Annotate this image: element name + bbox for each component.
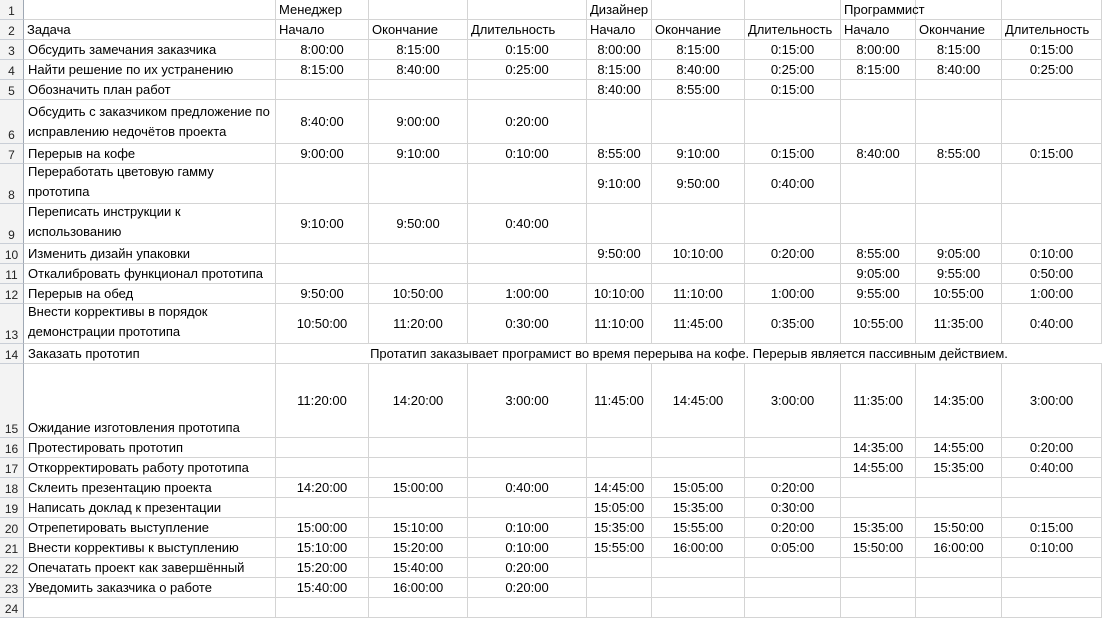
time-cell[interactable] (841, 598, 916, 618)
table-row (0, 478, 1102, 498)
time-cell[interactable]: 0:20:00 (468, 578, 587, 598)
time-cell[interactable]: 15:20:00 (276, 558, 369, 578)
table-row (0, 244, 1102, 264)
time-cell[interactable]: 8:15:00 (276, 60, 369, 80)
time-cell[interactable] (1002, 578, 1102, 598)
row-header[interactable]: 14 (0, 344, 24, 364)
time-cell[interactable]: 9:50:00 (587, 244, 652, 264)
time-cell[interactable] (1002, 80, 1102, 100)
time-cell[interactable] (276, 438, 369, 458)
time-cell[interactable] (587, 204, 652, 244)
time-cell[interactable] (652, 578, 745, 598)
time-cell[interactable]: 3:00:00 (468, 364, 587, 438)
time-cell[interactable]: 0:05:00 (745, 538, 841, 558)
task-cell[interactable]: Уведомить заказчика о работе (24, 578, 276, 598)
column-header-cell[interactable]: Окончание (652, 20, 745, 40)
task-cell[interactable]: Склеить презентацию проекта (24, 478, 276, 498)
row-header[interactable]: 6 (0, 100, 24, 144)
time-cell[interactable] (652, 598, 745, 618)
task-cell[interactable]: Ожидание изготовления прототипа (24, 364, 276, 438)
time-cell[interactable] (1002, 204, 1102, 244)
task-cell[interactable]: Опечатать проект как завершённый (24, 558, 276, 578)
time-cell[interactable] (745, 558, 841, 578)
time-cell[interactable] (369, 264, 468, 284)
task-cell[interactable]: Отрепетировать выступление (24, 518, 276, 538)
time-cell[interactable]: 15:35:00 (916, 458, 1002, 478)
time-cell[interactable] (916, 558, 1002, 578)
time-cell[interactable]: 9:55:00 (841, 284, 916, 304)
task-cell[interactable]: Изменить дизайн упаковки (24, 244, 276, 264)
time-cell[interactable]: 0:20:00 (745, 518, 841, 538)
time-cell[interactable]: 0:30:00 (745, 498, 841, 518)
row-header[interactable]: 7 (0, 144, 24, 164)
time-cell[interactable] (468, 80, 587, 100)
time-cell[interactable]: 8:40:00 (587, 80, 652, 100)
time-cell[interactable]: 8:40:00 (652, 60, 745, 80)
time-cell[interactable]: 0:10:00 (468, 518, 587, 538)
cell[interactable] (1002, 0, 1102, 20)
time-cell[interactable] (369, 164, 468, 204)
time-cell[interactable]: 15:50:00 (841, 538, 916, 558)
table-row (0, 60, 1102, 80)
time-cell[interactable] (587, 264, 652, 284)
time-cell[interactable]: 15:55:00 (652, 518, 745, 538)
time-cell[interactable]: 0:40:00 (1002, 458, 1102, 478)
role-header-cell[interactable]: Программист (841, 0, 916, 20)
row-header[interactable]: 9 (0, 204, 24, 244)
time-cell[interactable]: 14:45:00 (587, 478, 652, 498)
time-cell[interactable] (468, 264, 587, 284)
column-header-cell[interactable]: Начало (841, 20, 916, 40)
row-header[interactable]: 22 (0, 558, 24, 578)
time-cell[interactable]: 8:40:00 (841, 144, 916, 164)
time-cell[interactable] (652, 558, 745, 578)
time-cell[interactable] (916, 498, 1002, 518)
time-cell[interactable]: 9:05:00 (841, 264, 916, 284)
time-cell[interactable]: 15:40:00 (276, 578, 369, 598)
table-row (0, 538, 1102, 558)
time-cell[interactable] (841, 578, 916, 598)
table-row (0, 284, 1102, 304)
time-cell[interactable]: 11:35:00 (916, 304, 1002, 344)
row-header[interactable]: 10 (0, 244, 24, 264)
time-cell[interactable] (276, 598, 369, 618)
time-cell[interactable]: 0:50:00 (1002, 264, 1102, 284)
time-cell[interactable] (587, 458, 652, 478)
time-cell[interactable]: 14:55:00 (916, 438, 1002, 458)
header-row-columns (0, 20, 1102, 40)
time-cell[interactable]: 9:00:00 (369, 100, 468, 144)
time-cell[interactable] (276, 80, 369, 100)
task-cell[interactable]: Внести коррективы в порядок демонстрации прототипа (24, 304, 276, 344)
table-row (0, 558, 1102, 578)
time-cell[interactable] (369, 244, 468, 264)
time-cell[interactable]: 8:55:00 (587, 144, 652, 164)
task-cell[interactable]: Обсудить с заказчиком предложение по исправлению недочётов проекта (24, 100, 276, 144)
time-cell[interactable] (916, 578, 1002, 598)
time-cell[interactable] (652, 204, 745, 244)
time-cell[interactable]: 0:15:00 (745, 144, 841, 164)
table-row (0, 598, 1102, 618)
time-cell[interactable]: 11:10:00 (652, 284, 745, 304)
time-cell[interactable]: 9:00:00 (276, 144, 369, 164)
time-cell[interactable]: 11:20:00 (276, 364, 369, 438)
time-cell[interactable] (916, 80, 1002, 100)
time-cell[interactable]: 8:55:00 (841, 244, 916, 264)
time-cell[interactable] (745, 100, 841, 144)
row-header[interactable]: 23 (0, 578, 24, 598)
table-row (0, 578, 1102, 598)
time-cell[interactable]: 9:50:00 (652, 164, 745, 204)
task-cell[interactable]: Протестировать прототип (24, 438, 276, 458)
row-header[interactable]: 12 (0, 284, 24, 304)
time-cell[interactable] (369, 438, 468, 458)
task-cell[interactable]: Обозначить план работ (24, 80, 276, 100)
time-cell[interactable] (745, 598, 841, 618)
time-cell[interactable]: 9:50:00 (276, 284, 369, 304)
time-cell[interactable]: 0:25:00 (745, 60, 841, 80)
time-cell[interactable]: 0:15:00 (468, 40, 587, 60)
time-cell[interactable]: 9:10:00 (587, 164, 652, 204)
time-cell[interactable]: 0:15:00 (745, 40, 841, 60)
time-cell[interactable] (1002, 558, 1102, 578)
time-cell[interactable]: 0:40:00 (468, 478, 587, 498)
header-row-roles (0, 0, 1102, 20)
row-header[interactable]: 4 (0, 60, 24, 80)
time-cell[interactable] (841, 498, 916, 518)
time-cell[interactable]: 11:45:00 (652, 304, 745, 344)
column-header-cell[interactable]: Окончание (916, 20, 1002, 40)
task-cell[interactable]: Перерыв на обед (24, 284, 276, 304)
time-cell[interactable] (1002, 478, 1102, 498)
time-cell[interactable]: 3:00:00 (745, 364, 841, 438)
time-cell[interactable]: 10:55:00 (916, 284, 1002, 304)
table-row (0, 498, 1102, 518)
time-cell[interactable]: 11:45:00 (587, 364, 652, 438)
column-header-cell[interactable]: Длительность (1002, 20, 1102, 40)
time-cell[interactable]: 0:10:00 (468, 538, 587, 558)
time-cell[interactable]: 0:20:00 (745, 478, 841, 498)
time-cell[interactable]: 15:00:00 (369, 478, 468, 498)
task-cell[interactable]: Переписать инструкции к использованию (24, 204, 276, 244)
time-cell[interactable]: 0:40:00 (1002, 304, 1102, 344)
time-cell[interactable]: 0:25:00 (468, 60, 587, 80)
time-cell[interactable]: 1:00:00 (1002, 284, 1102, 304)
row-header[interactable]: 19 (0, 498, 24, 518)
time-cell[interactable]: 15:10:00 (276, 538, 369, 558)
time-cell[interactable]: 14:20:00 (369, 364, 468, 438)
row-header[interactable]: 18 (0, 478, 24, 498)
time-cell[interactable]: 14:55:00 (841, 458, 916, 478)
time-cell[interactable] (841, 558, 916, 578)
role-header-cell[interactable]: Дизайнер (587, 0, 652, 20)
time-cell[interactable]: 0:35:00 (745, 304, 841, 344)
time-cell[interactable] (276, 244, 369, 264)
time-cell[interactable]: 10:10:00 (652, 244, 745, 264)
time-cell[interactable]: 15:50:00 (916, 518, 1002, 538)
time-cell[interactable] (276, 458, 369, 478)
table-row (0, 304, 1102, 344)
time-cell[interactable] (841, 204, 916, 244)
time-cell[interactable]: 1:00:00 (745, 284, 841, 304)
time-cell[interactable]: 8:15:00 (916, 40, 1002, 60)
time-cell[interactable] (369, 498, 468, 518)
row-header[interactable]: 13 (0, 304, 24, 344)
time-cell[interactable] (745, 458, 841, 478)
time-cell[interactable]: 15:40:00 (369, 558, 468, 578)
time-cell[interactable] (916, 164, 1002, 204)
time-cell[interactable] (841, 478, 916, 498)
time-cell[interactable]: 16:00:00 (916, 538, 1002, 558)
time-cell[interactable]: 8:15:00 (841, 60, 916, 80)
column-header-cell[interactable]: Окончание (369, 20, 468, 40)
time-cell[interactable]: 8:55:00 (652, 80, 745, 100)
merged-note-cell[interactable]: Протатип заказывает програмист во время перерыва на кофе. Перерыв является пассивным действием. (276, 344, 1102, 364)
time-cell[interactable] (652, 458, 745, 478)
time-cell[interactable]: 15:00:00 (276, 518, 369, 538)
column-header-cell[interactable]: Задача (24, 20, 276, 40)
table-row (0, 344, 1102, 364)
time-cell[interactable] (468, 164, 587, 204)
time-cell[interactable]: 11:10:00 (587, 304, 652, 344)
cell[interactable] (369, 0, 468, 20)
time-cell[interactable] (468, 458, 587, 478)
time-cell[interactable] (1002, 164, 1102, 204)
table-row (0, 264, 1102, 284)
time-cell[interactable]: 3:00:00 (1002, 364, 1102, 438)
task-cell[interactable]: Заказать прототип (24, 344, 276, 364)
time-cell[interactable]: 8:15:00 (587, 60, 652, 80)
task-cell[interactable]: Обсудить замечания заказчика (24, 40, 276, 60)
task-cell[interactable]: Переработать цветовую гамму прототипа (24, 164, 276, 204)
time-cell[interactable]: 0:30:00 (468, 304, 587, 344)
time-cell[interactable]: 8:40:00 (369, 60, 468, 80)
time-cell[interactable] (468, 244, 587, 264)
time-cell[interactable]: 8:15:00 (652, 40, 745, 60)
time-cell[interactable] (1002, 498, 1102, 518)
row-header[interactable]: 20 (0, 518, 24, 538)
time-cell[interactable]: 9:10:00 (369, 144, 468, 164)
time-cell[interactable]: 1:00:00 (468, 284, 587, 304)
time-cell[interactable]: 14:35:00 (841, 438, 916, 458)
table-row (0, 144, 1102, 164)
time-cell[interactable] (369, 598, 468, 618)
table-row (0, 518, 1102, 538)
time-cell[interactable] (652, 264, 745, 284)
table-row (0, 80, 1102, 100)
time-cell[interactable]: 15:35:00 (841, 518, 916, 538)
time-cell[interactable] (841, 164, 916, 204)
role-header-cell[interactable]: Менеджер (276, 0, 369, 20)
table-row (0, 164, 1102, 204)
task-cell[interactable]: Найти решение по их устранению (24, 60, 276, 80)
time-cell[interactable]: 9:05:00 (916, 244, 1002, 264)
time-cell[interactable]: 15:55:00 (587, 538, 652, 558)
time-cell[interactable] (745, 578, 841, 598)
time-cell[interactable]: 11:20:00 (369, 304, 468, 344)
time-cell[interactable]: 14:45:00 (652, 364, 745, 438)
cell[interactable] (468, 0, 587, 20)
time-cell[interactable]: 9:10:00 (652, 144, 745, 164)
time-cell[interactable]: 0:10:00 (1002, 244, 1102, 264)
time-cell[interactable] (841, 80, 916, 100)
time-cell[interactable] (468, 598, 587, 618)
time-cell[interactable] (276, 164, 369, 204)
time-cell[interactable]: 0:10:00 (468, 144, 587, 164)
time-cell[interactable]: 8:40:00 (916, 60, 1002, 80)
time-cell[interactable] (1002, 598, 1102, 618)
table-row (0, 458, 1102, 478)
cell[interactable] (916, 0, 1002, 20)
time-cell[interactable]: 10:50:00 (276, 304, 369, 344)
column-header-cell[interactable]: Начало (587, 20, 652, 40)
time-cell[interactable] (652, 438, 745, 458)
time-cell[interactable] (369, 458, 468, 478)
time-cell[interactable] (276, 264, 369, 284)
time-cell[interactable]: 0:40:00 (468, 204, 587, 244)
task-cell[interactable]: Откалибровать функционал прототипа (24, 264, 276, 284)
time-cell[interactable]: 14:20:00 (276, 478, 369, 498)
cell[interactable] (652, 0, 745, 20)
table-row (0, 100, 1102, 144)
time-cell[interactable] (916, 204, 1002, 244)
row-header[interactable]: 16 (0, 438, 24, 458)
table-row (0, 364, 1102, 438)
time-cell[interactable] (587, 598, 652, 618)
time-cell[interactable]: 8:00:00 (841, 40, 916, 60)
time-cell[interactable]: 9:55:00 (916, 264, 1002, 284)
time-cell[interactable] (276, 498, 369, 518)
time-cell[interactable] (587, 438, 652, 458)
time-cell[interactable]: 8:40:00 (276, 100, 369, 144)
time-cell[interactable] (841, 100, 916, 144)
table-row (0, 204, 1102, 244)
time-cell[interactable]: 8:55:00 (916, 144, 1002, 164)
table-row (0, 40, 1102, 60)
time-cell[interactable] (745, 264, 841, 284)
cell[interactable] (745, 0, 841, 20)
time-cell[interactable]: 0:25:00 (1002, 60, 1102, 80)
time-cell[interactable]: 15:05:00 (652, 478, 745, 498)
time-cell[interactable]: 15:10:00 (369, 518, 468, 538)
time-cell[interactable] (652, 100, 745, 144)
time-cell[interactable] (369, 80, 468, 100)
time-cell[interactable]: 0:20:00 (468, 100, 587, 144)
task-cell[interactable]: Написать доклад к презентации (24, 498, 276, 518)
time-cell[interactable] (587, 578, 652, 598)
task-cell[interactable]: Внести коррективы к выступлению (24, 538, 276, 558)
time-cell[interactable] (745, 438, 841, 458)
row-header[interactable]: 17 (0, 458, 24, 478)
time-cell[interactable]: 10:55:00 (841, 304, 916, 344)
time-cell[interactable]: 15:05:00 (587, 498, 652, 518)
time-cell[interactable]: 14:35:00 (916, 364, 1002, 438)
time-cell[interactable] (468, 438, 587, 458)
time-cell[interactable]: 9:50:00 (369, 204, 468, 244)
row-header[interactable]: 5 (0, 80, 24, 100)
time-cell[interactable] (916, 478, 1002, 498)
row-header[interactable]: 1 (0, 0, 24, 20)
time-cell[interactable]: 0:15:00 (1002, 518, 1102, 538)
row-header[interactable]: 24 (0, 598, 24, 618)
row-header[interactable]: 21 (0, 538, 24, 558)
time-cell[interactable]: 8:00:00 (276, 40, 369, 60)
time-cell[interactable]: 15:35:00 (652, 498, 745, 518)
time-cell[interactable] (1002, 100, 1102, 144)
column-header-cell[interactable]: Длительность (468, 20, 587, 40)
time-cell[interactable]: 0:15:00 (1002, 144, 1102, 164)
time-cell[interactable]: 11:35:00 (841, 364, 916, 438)
time-cell[interactable] (587, 558, 652, 578)
time-cell[interactable] (916, 100, 1002, 144)
time-cell[interactable]: 9:10:00 (276, 204, 369, 244)
time-cell[interactable]: 0:10:00 (1002, 538, 1102, 558)
task-cell[interactable] (24, 598, 276, 618)
time-cell[interactable]: 0:20:00 (1002, 438, 1102, 458)
row-header[interactable]: 2 (0, 20, 24, 40)
task-cell[interactable]: Откорректировать работу прототипа (24, 458, 276, 478)
time-cell[interactable]: 0:15:00 (745, 80, 841, 100)
row-header[interactable]: 15 (0, 364, 24, 438)
table-row (0, 438, 1102, 458)
time-cell[interactable] (587, 100, 652, 144)
time-cell[interactable]: 10:50:00 (369, 284, 468, 304)
time-cell[interactable] (916, 598, 1002, 618)
time-cell[interactable]: 16:00:00 (369, 578, 468, 598)
time-cell[interactable]: 15:35:00 (587, 518, 652, 538)
row-header[interactable]: 11 (0, 264, 24, 284)
row-header[interactable]: 3 (0, 40, 24, 60)
time-cell[interactable]: 0:40:00 (745, 164, 841, 204)
time-cell[interactable] (745, 204, 841, 244)
cell[interactable] (24, 0, 276, 20)
time-cell[interactable] (468, 498, 587, 518)
column-header-cell[interactable]: Начало (276, 20, 369, 40)
time-cell[interactable]: 0:20:00 (468, 558, 587, 578)
column-header-cell[interactable]: Длительность (745, 20, 841, 40)
time-cell[interactable]: 10:10:00 (587, 284, 652, 304)
task-cell[interactable]: Перерыв на кофе (24, 144, 276, 164)
time-cell[interactable]: 15:20:00 (369, 538, 468, 558)
time-cell[interactable]: 16:00:00 (652, 538, 745, 558)
time-cell[interactable]: 0:15:00 (1002, 40, 1102, 60)
time-cell[interactable]: 8:15:00 (369, 40, 468, 60)
time-cell[interactable]: 8:00:00 (587, 40, 652, 60)
row-header[interactable]: 8 (0, 164, 24, 204)
time-cell[interactable]: 0:20:00 (745, 244, 841, 264)
